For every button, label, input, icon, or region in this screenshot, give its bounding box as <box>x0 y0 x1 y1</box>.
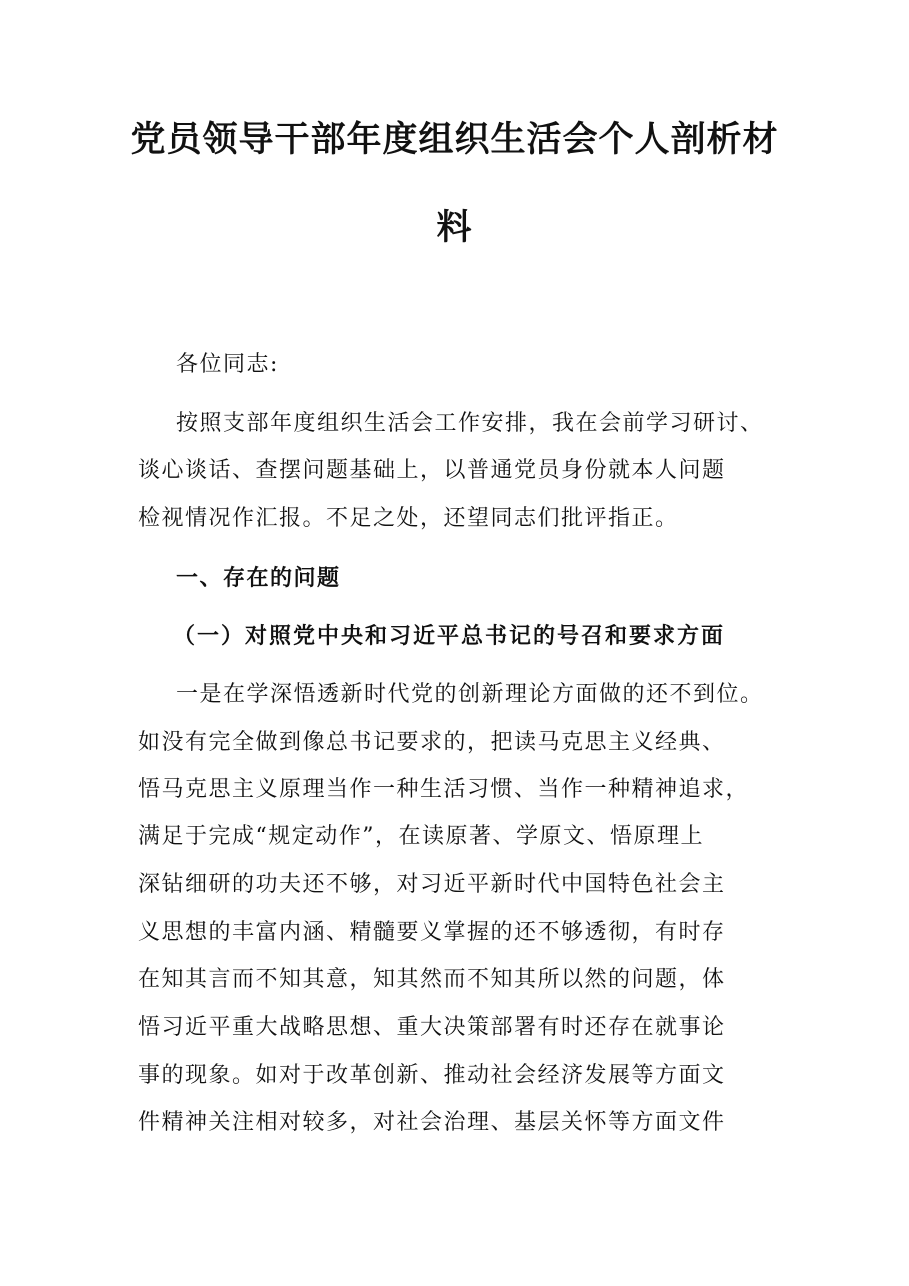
paragraph-line: 件精神关注相对较多，对社会治理、基层关怀等方面文件 <box>138 1110 726 1135</box>
paragraph-line: 深钻细研的功夫还不够，对习近平新时代中国特色社会主 <box>138 872 726 897</box>
document-title-line-2: 料 <box>436 207 473 248</box>
intro-line: 谈心谈话、查摆问题基础上，以普通党员身份就本人问题 <box>138 458 726 483</box>
section-heading: 一、存在的问题 <box>176 565 341 591</box>
paragraph-line: 如没有完全做到像总书记要求的，把读马克思主义经典、 <box>138 730 726 755</box>
intro-line: 按照支部年度组织生活会工作安排，我在会前学习研讨、 <box>176 411 764 436</box>
subsection-heading: （一）对照党中央和习近平总书记的号召和要求方面 <box>173 623 726 649</box>
paragraph-line: 一是在学深悟透新时代党的创新理论方面做的还不到位。 <box>176 682 764 707</box>
paragraph-line: 义思想的丰富内涵、精髓要义掌握的还不够透彻，有时存 <box>138 920 726 945</box>
document-title-line-1: 党员领导干部年度组织生活会个人剖析材 <box>130 119 779 160</box>
salutation: 各位同志: <box>176 352 279 377</box>
paragraph-line: 事的现象。如对于改革创新、推动社会经济发展等方面文 <box>138 1063 726 1088</box>
paragraph-line: 满足于完成“规定动作”，在读原著、学原文、悟原理上 <box>138 824 704 849</box>
paragraph-line: 在知其言而不知其意，知其然而不知其所以然的问题，体 <box>138 967 726 992</box>
paragraph-line: 悟习近平重大战略思想、重大决策部署有时还存在就事论 <box>138 1015 726 1040</box>
intro-line: 检视情况作汇报。不足之处，还望同志们批评指正。 <box>138 506 679 531</box>
paragraph-line: 悟马克思主义原理当作一种生活习惯、当作一种精神追求， <box>138 777 750 802</box>
